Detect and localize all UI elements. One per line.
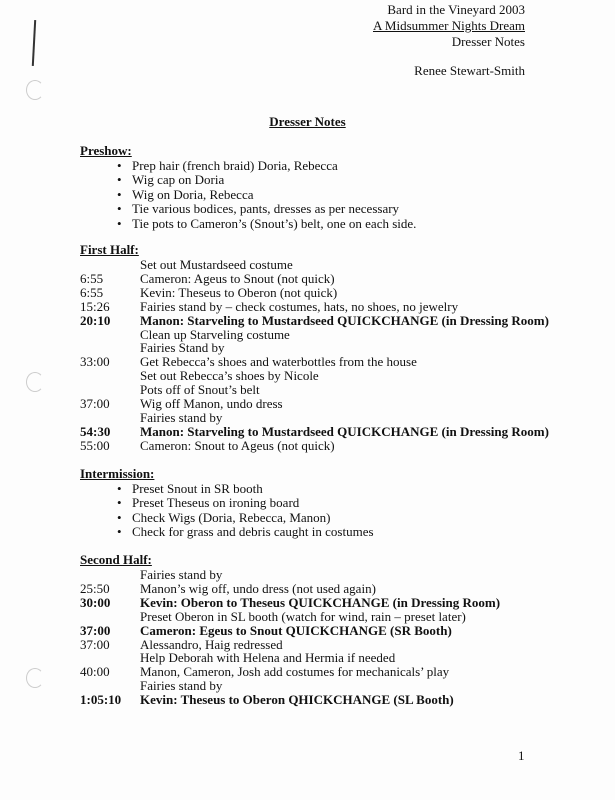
cue-time	[80, 651, 140, 665]
scan-mark	[32, 20, 36, 66]
cue-time: 20:10	[80, 312, 111, 328]
cue-text: Alessandro, Haig redressed	[140, 636, 283, 652]
cue-time: 6:55	[80, 284, 104, 300]
cue-time	[80, 679, 140, 693]
cue-row	[80, 258, 549, 272]
intermission-section	[80, 467, 374, 540]
cue-text: Set out Mustardseed costume	[140, 257, 293, 272]
cue-text: Cameron: Egeus to Snout QUICKCHANGE (SR Booth)	[140, 622, 452, 638]
cue-row	[80, 596, 500, 610]
bullet-item: • Prep hair (french braid) Doria, Rebecca	[80, 159, 416, 173]
cue-text: Manon: Starveling to Mustardseed QUICKCHANGE (in Dressing Room)	[140, 312, 549, 328]
cue-time	[80, 610, 140, 624]
cue-row	[80, 624, 500, 638]
cue-time	[80, 369, 140, 383]
section-heading: Preshow:	[80, 143, 132, 158]
cue-text: Kevin: Oberon to Theseus QUICKCHANGE (in Dressing Room)	[140, 594, 501, 610]
cue-time: 37:00	[80, 622, 111, 638]
cue-row	[80, 665, 500, 679]
cue-row	[80, 411, 549, 425]
bullet-item: • Check for grass and debris caught in costumes	[80, 525, 374, 539]
cue-row	[80, 383, 549, 397]
cue-row	[80, 610, 500, 624]
cue-row	[80, 439, 549, 453]
author: Renee Stewart-Smith	[414, 63, 525, 78]
cue-text: Fairies stand by	[140, 409, 223, 425]
cue-text: Clean up Starveling costume	[140, 326, 290, 342]
cue-row	[80, 341, 549, 355]
cue-text: Fairies stand by	[140, 567, 223, 582]
cue-text: Fairies stand by – check costumes, hats, no shoes, no jewelry	[140, 298, 459, 314]
section-heading: First Half:	[80, 242, 139, 257]
cue-time	[80, 568, 140, 582]
punch-hole	[26, 372, 44, 392]
cue-time: 1:05:10	[80, 692, 122, 708]
bullet-item: • Check Wigs (Doria, Rebecca, Manon)	[80, 511, 374, 525]
cue-text: Manon’s wig off, undo dress (not used again)	[140, 580, 376, 596]
cue-time: 37:00	[80, 396, 110, 412]
cue-time	[80, 411, 140, 425]
cue-row	[80, 397, 549, 411]
cue-row	[80, 300, 549, 314]
cue-text: Fairies stand by	[140, 678, 223, 694]
cue-text: Pots off of Snout’s belt	[140, 382, 260, 398]
page-number: 1	[518, 748, 525, 763]
page-title: Dresser Notes	[269, 114, 346, 129]
second-half-section	[80, 553, 500, 707]
cue-row	[80, 638, 500, 652]
cue-time: 40:00	[80, 664, 110, 680]
preshow-section	[80, 144, 416, 231]
cue-row	[80, 272, 549, 286]
section-heading: Intermission:	[80, 466, 155, 481]
bullet-item: • Wig cap on Doria	[80, 173, 416, 187]
cue-text: Help Deborah with Helena and Hermia if needed	[140, 650, 396, 666]
cue-text: Cameron: Ageus to Snout (not quick)	[140, 270, 335, 286]
cue-row	[80, 693, 500, 707]
cue-text: Preset Oberon in SL booth (watch for wind, rain – preset later)	[140, 608, 466, 624]
cue-time: 37:00	[80, 636, 110, 652]
cue-text: Set out Rebecca’s shoes by Nicole	[140, 368, 319, 384]
cue-row	[80, 286, 549, 300]
cue-time	[80, 341, 140, 355]
cue-text: Fairies Stand by	[140, 340, 225, 356]
cue-row	[80, 651, 500, 665]
cue-text: Kevin: Theseus to Oberon (not quick)	[140, 284, 338, 300]
cue-row	[80, 328, 549, 342]
section-heading: Second Half:	[80, 552, 152, 567]
cue-time: 54:30	[80, 423, 111, 439]
document-header	[373, 2, 525, 50]
bullet-item: • Wig on Doria, Rebecca	[80, 188, 416, 202]
bullet-item: • Tie pots to Cameron’s (Snout’s) belt, one on each side.	[80, 217, 416, 231]
play-title: A Midsummer Nights Dream	[372, 18, 525, 33]
cue-time	[80, 383, 140, 397]
cue-text: Kevin: Theseus to Oberon QHICKCHANGE (SL Booth)	[140, 692, 454, 708]
cue-row	[80, 314, 549, 328]
cue-row	[80, 355, 549, 369]
first-half-section	[80, 243, 549, 453]
cue-row	[80, 369, 549, 383]
cue-text: Wig off Manon, undo dress	[140, 396, 283, 412]
event-name: Bard in the Vineyard 2003	[387, 2, 525, 17]
bullet-item: • Preset Snout in SR booth	[80, 482, 374, 496]
cue-row	[80, 568, 500, 582]
cue-row	[80, 679, 500, 693]
bullet-item: • Tie various bodices, pants, dresses as per necessary	[80, 202, 416, 216]
punch-hole	[26, 668, 44, 688]
cue-text: Manon: Starveling to Mustardseed QUICKCHANGE (in Dressing Room)	[140, 423, 549, 439]
cue-row	[80, 582, 500, 596]
cue-time: 55:00	[80, 437, 110, 453]
cue-row	[80, 425, 549, 439]
cue-time: 25:50	[80, 580, 110, 596]
bullet-item: • Preset Theseus on ironing board	[80, 496, 374, 510]
cue-text: Cameron: Snout to Ageus (not quick)	[140, 437, 335, 453]
cue-time: 33:00	[80, 354, 110, 370]
cue-time	[80, 328, 140, 342]
cue-text: Manon, Cameron, Josh add costumes for mechanicals’ play	[140, 664, 450, 680]
cue-time: 6:55	[80, 270, 104, 286]
cue-time: 15:26	[80, 298, 110, 314]
cue-time	[80, 258, 140, 272]
cue-text: Get Rebecca’s shoes and waterbottles from the house	[140, 354, 417, 370]
doc-type: Dresser Notes	[451, 34, 525, 49]
punch-hole	[26, 80, 44, 100]
cue-time: 30:00	[80, 594, 111, 610]
